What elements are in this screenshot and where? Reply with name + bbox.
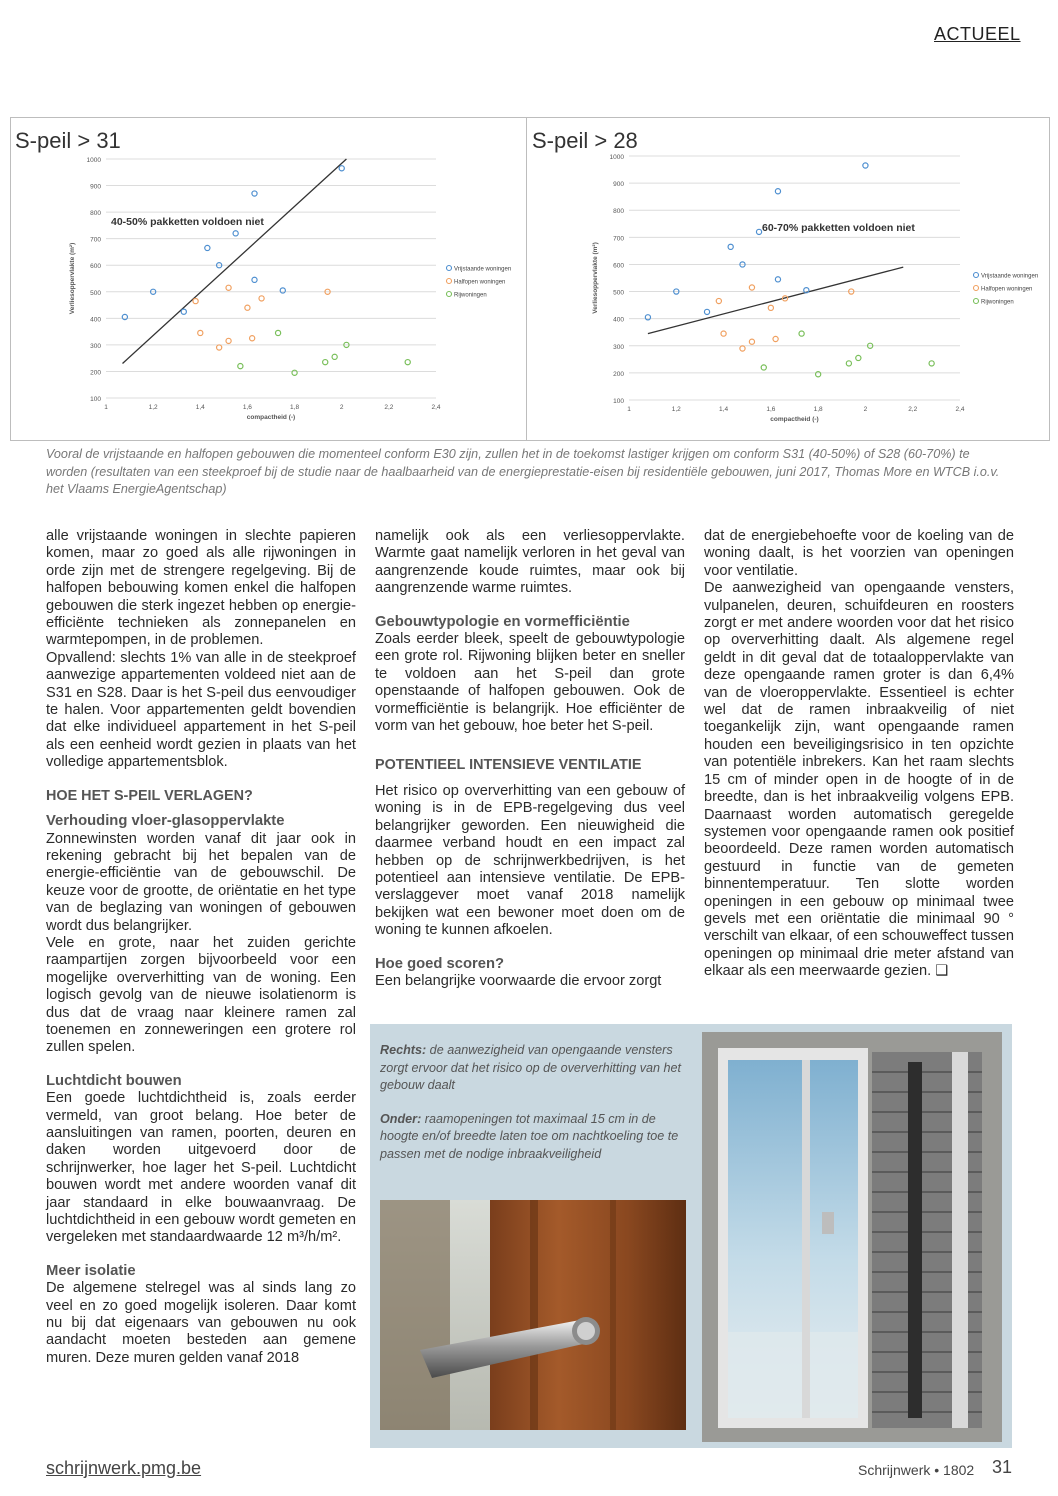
data-point [405, 360, 410, 365]
data-point [339, 166, 344, 171]
x-tick-label: 2 [339, 404, 344, 411]
x-tick-label: 1,2 [148, 404, 158, 411]
y-tick-label: 1000 [86, 157, 101, 164]
x-tick-label: 1,2 [671, 406, 681, 413]
data-point [193, 298, 198, 303]
chart-s28 [528, 118, 1049, 440]
paragraph: Een goede luchtdichtheid is, zoals eerder vermeld, van groot belang. Hoe beter de aansluitingen van ramen, poorten, deuren en daken worden uitgevoerd door de schrijnwerker, hoe lager het S-peil. Luchtdicht bouwen wordt met andere woorden vanaf dit jaar standaard in elke bouwaanvraag. De luchtdichtheid in een gebouw wordt gemeten en vergeleken met standaardwaarde 12 m³/h/m². [46, 1090, 356, 1246]
x-tick-label: 1,6 [242, 404, 252, 411]
data-point [704, 309, 709, 314]
data-point [856, 355, 861, 360]
chart-annotation: 40-50% pakketten voldoen niet [111, 216, 264, 228]
paragraph: Het risico op oververhitting van een gebouw of woning is in de EPB-regelgeving dus veel belangrijker geworden. Een nieuwigheid die daarmee verband houdt en een impact zal hebben op de schrijnwerkbedrijven, is het potentieel aan intensieve ventilatie. De EPB-verslaggever moet vanaf 2018 namelijk bekijken wat een bewoner moet doen om de woning te kunnen afkoelen. [375, 782, 685, 939]
data-point [238, 364, 243, 369]
y-tick-label: 700 [613, 235, 624, 243]
x-tick-label: 1 [627, 406, 631, 413]
y-tick-label: 500 [90, 289, 101, 297]
data-point [275, 330, 280, 335]
legend-label: Rijwoningen [454, 292, 487, 299]
photo-caption [380, 1042, 686, 1163]
y-axis-label: Verliesoppervlakte (m²) [69, 242, 76, 315]
caption-text: de aanwezigheid van opengaande vensters zorgt ervoor dat het risico op de oververhitting van het gebouw daalt [380, 1043, 682, 1092]
caption-label: Onder: [380, 1111, 422, 1126]
y-tick-label: 800 [613, 208, 624, 216]
data-point [721, 331, 726, 336]
y-axis-label: Verliesoppervlakte (m²) [592, 242, 599, 314]
caption-below [380, 1111, 686, 1164]
footer-magazine: Schrijnwerk • 1802 [858, 1462, 975, 1478]
x-axis-label: compactheid (-) [246, 414, 296, 421]
data-point [198, 330, 203, 335]
x-tick-label: 2,4 [955, 406, 965, 413]
data-point [761, 365, 766, 370]
y-tick-label: 500 [613, 289, 624, 297]
paragraph: Zoals eerder bleek, speelt de gebouwtypologie een grote rol. Rijwoning blijken beter en sneller te voldoen aan het S-peil dan grote openstaande of halfopen gebouwen. Ook de vormefficiëntie is belangrijk. Hoe efficiënter de vorm van het gebouw, hoe beter het S-peil. [375, 631, 685, 735]
caption-text: raamopeningen tot maximaal 15 cm in de hoogte en/of breedte laten toe om nachtkoeling toe te passen met de nodige inbraakveiligheid [380, 1111, 679, 1161]
paragraph: De aanwezigheid van opengaande vensters, vulpanelen, deuren, schuifdeuren en roosters zorgt er met andere woorden voor dat het risico op oververhitting daalt. Als algemene regel geldt in dit geval dat de totaaloppervlakte van deze opengaande ramen groter is dan 6,4% van de vloeroppervlakte. Essentieel is echter wel dat de ramen inbraakveilig of niet toegankelijk zijn, want opengaande ramen houden een beveiligingsrisico in ten opzichte van potentiële inbrekers. Kan het raam slechts 15 cm of minder open in de hoogte of in de breedte, dan is het inbraakveilig volgens EPB. Daarnaast worden automatisch geregelde systemen voor opengaande ramen ook positief beoordeeld. Deze ramen worden automatisch gestuurd in functie van de gemeten binnentemperatuur. Ten slotte worden openingen in een gebouw op minimaal twee gevels met een oriëntatie die minimaal 90 ° verschilt van elkaar, of een schouweffect tussen openingen op minimaal drie meter afstand van elkaar als een meerwaarde gezien. ❑ [704, 580, 1014, 980]
data-point [332, 354, 337, 359]
chart-s31 [11, 118, 525, 440]
x-tick-label: 2,2 [908, 406, 918, 413]
data-point [846, 361, 851, 366]
article-column-2 [375, 528, 685, 990]
subheading: Gebouwtypologie en vormefficiëntie [375, 613, 630, 630]
data-point [250, 336, 255, 341]
article-column-1 [46, 528, 356, 1367]
chart-title: S-peil > 28 [532, 128, 638, 153]
y-tick-label: 100 [90, 396, 101, 403]
x-tick-label: 1 [104, 404, 108, 411]
trendline [648, 267, 903, 333]
data-point [252, 191, 257, 196]
data-point [773, 336, 778, 341]
legend-marker [974, 273, 979, 278]
paragraph: namelijk ook als een verliesoppervlakte. Warmte gaat namelijk verloren in het geval van aangrenzende koude ruimtes, maar ook bij aangrenzende warme ruimtes. [375, 528, 685, 597]
y-tick-label: 400 [90, 316, 101, 324]
y-tick-label: 300 [613, 343, 624, 351]
paragraph: Zonnewinsten worden vanaf dit jaar ook in rekening gebracht bij het bepalen van de energie-efficiëntie van de gebouwschil. De keuze voor de grootte, de oriëntatie en het type van de beglazing van woningen of gebouwen wordt dus belangrijker. [46, 830, 356, 934]
data-point [226, 285, 231, 290]
data-point [259, 296, 264, 301]
x-tick-label: 2,2 [384, 404, 394, 411]
section-heading: POTENTIEEL INTENSIEVE VENTILATIE [375, 757, 642, 774]
figure-divider [526, 117, 527, 441]
data-point [323, 360, 328, 365]
data-point [252, 277, 257, 282]
data-point [775, 189, 780, 194]
subheading: Verhouding vloer-glasoppervlakte [46, 813, 285, 830]
window-handle-photo [380, 1200, 686, 1430]
y-tick-label: 200 [90, 369, 101, 377]
section-heading: HOE HET S-PEIL VERLAGEN? [46, 787, 253, 804]
legend-label: Rijwoningen [981, 299, 1014, 306]
chart-s31-svg [11, 118, 525, 440]
x-tick-label: 1,6 [766, 406, 776, 413]
subheading: Hoe goed scoren? [375, 955, 505, 972]
y-tick-label: 100 [613, 398, 624, 405]
data-point [245, 305, 250, 310]
x-tick-label: 2 [863, 406, 868, 413]
legend-label: Halfopen woningen [454, 279, 506, 286]
y-tick-label: 400 [613, 316, 624, 324]
photo-panel [370, 1024, 1012, 1448]
caption-label: Rechts: [380, 1043, 427, 1057]
legend-marker [974, 286, 979, 291]
subheading: Meer isolatie [46, 1262, 136, 1279]
paragraph: dat de energiebehoefte voor de koeling van de woning daalt, is het voorzien van openingen voor ventilatie. [704, 528, 1014, 579]
subheading: Luchtdicht bouwen [46, 1072, 182, 1089]
legend-label: Vrijstaande woningen [454, 266, 512, 273]
paragraph: alle vrijstaande woningen in slechte papieren komen, maar zo goed als alle rijwoningen in orde zijn met de strengere regelgeving. Bij de halfopen bebouwing komen enkel die halfopen gebouwen die sterk ingezet hebben op energie-efficiënte technieken als zonnepanelen en warmtepompen, in de problemen. [46, 528, 356, 649]
page-number: 31 [992, 1457, 1013, 1477]
data-point [226, 338, 231, 343]
data-point [929, 361, 934, 366]
footer-website-link[interactable]: schrijnwerk.pmg.be [46, 1458, 202, 1478]
data-point [181, 309, 186, 314]
y-tick-label: 700 [90, 236, 101, 244]
data-point [728, 244, 733, 249]
y-tick-label: 600 [613, 262, 624, 270]
y-tick-label: 200 [613, 370, 624, 378]
y-tick-label: 1000 [609, 154, 624, 161]
x-tick-label: 1,4 [195, 404, 205, 411]
data-point [205, 245, 210, 250]
x-axis-label: compactheid (-) [770, 416, 819, 423]
data-point [768, 305, 773, 310]
data-point [775, 277, 780, 282]
section-tag: ACTUEEL [934, 24, 1021, 44]
legend-label: Vrijstaande woningen [981, 273, 1039, 280]
open-window-photo [702, 1032, 1002, 1442]
x-tick-label: 1,8 [290, 404, 300, 411]
paragraph: Vele en grote, naar het zuiden gerichte raampartijen zorgen bijvoorbeeld voor een mogelijke oververhitting van de woning. Een logisch gevolg van de nieuwe isolatienorm is dus dat de vraag naar kleinere ramen zal toenemen en zonneweringen een grotere rol zullen spelen. [46, 934, 356, 1056]
y-tick-label: 900 [90, 183, 101, 191]
data-point [716, 298, 721, 303]
data-point [756, 229, 761, 234]
chart-title: S-peil > 31 [15, 128, 121, 153]
data-point [749, 285, 754, 290]
y-tick-label: 800 [90, 210, 101, 218]
figure-caption: Vooral de vrijstaande en halfopen gebouwen die momenteel conform E30 zijn, zullen het in de toekomst lastiger krijgen om conform S31 (40-50%) of S28 (60-70%) te worden (resultaten van een steekproef bij de studie naar de haalbaarheid van de energieprestatie-eisen bij residentiële gebouwen, juni 2017, Thomas More en WTCB i.o.v. het Vlaams EnergieAgentschap) [46, 447, 1000, 496]
paragraph: Opvallend: slechts 1% van alle in de steekproef aanwezige appartementen voldeed niet aan de S31 en S28. Daar is het S-peil dus eenvoudiger te halen. Voor appartementen geldt bovendien dat elke individueel appartement in het S-peil als een eenheid wordt gezien in plaats van het volledige appartementsblok. [46, 649, 356, 771]
article-column-3 [704, 528, 1014, 981]
trendline [123, 159, 347, 363]
legend-marker [447, 279, 452, 284]
data-point [863, 163, 868, 168]
chart-annotation: 60-70% pakketten voldoen niet [762, 222, 915, 234]
data-point [217, 345, 222, 350]
data-point [749, 339, 754, 344]
y-tick-label: 600 [90, 263, 101, 271]
chart-s28-svg [528, 118, 1049, 440]
paragraph: De algemene stelregel was al sinds lang zo veel en zo goed mogelijk isoleren. Daar komt nu bij dat eigenaars van gebouwen nu ook aandacht moeten besteden aan gemene muren. Deze muren gelden vanaf 2018 [46, 1280, 356, 1366]
y-tick-label: 900 [613, 181, 624, 189]
data-point [740, 346, 745, 351]
x-tick-label: 2,4 [431, 404, 441, 411]
legend-marker [447, 266, 452, 271]
x-tick-label: 1,8 [813, 406, 823, 413]
data-point [233, 231, 238, 236]
x-tick-label: 1,4 [719, 406, 729, 413]
legend-marker [974, 299, 979, 304]
data-point [799, 331, 804, 336]
legend-marker [447, 292, 452, 297]
caption-right [380, 1042, 686, 1095]
y-tick-label: 300 [90, 342, 101, 350]
paragraph: Een belangrijke voorwaarde die ervoor zorgt [375, 972, 662, 989]
legend-label: Halfopen woningen [981, 286, 1033, 293]
